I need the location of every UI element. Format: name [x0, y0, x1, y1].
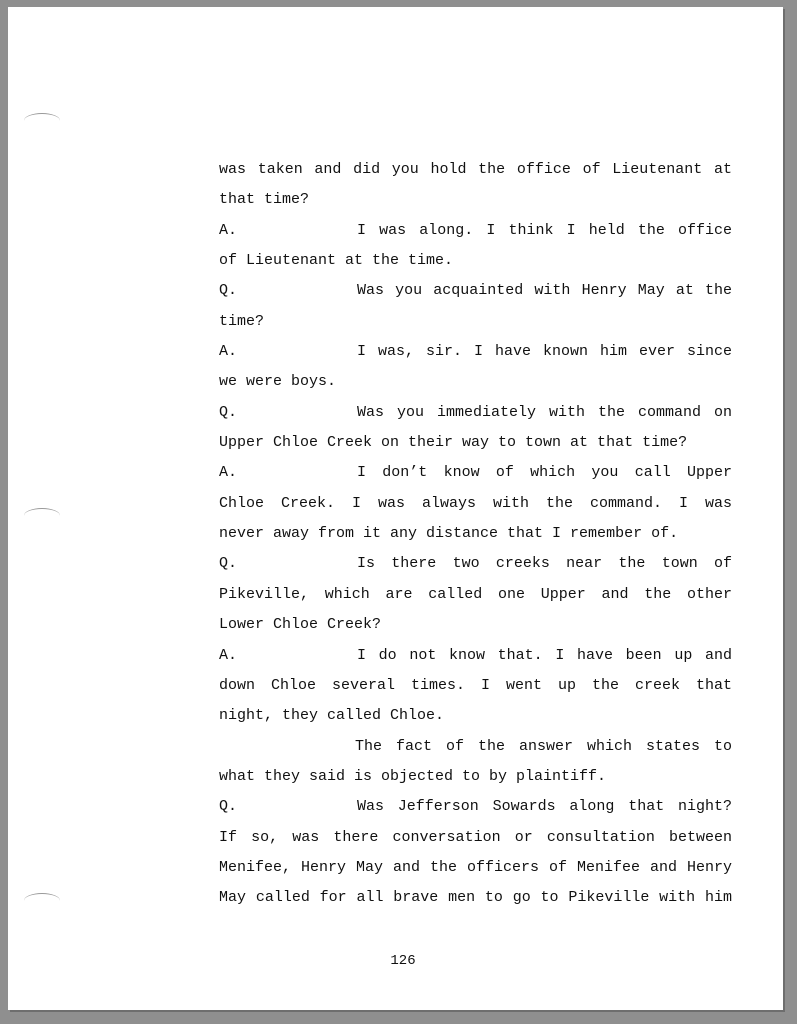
qa-label: A.	[219, 221, 238, 239]
text-line: that time?	[219, 191, 310, 209]
text-line: time?	[219, 312, 265, 330]
text-line: Pikeville, which are called one Upper and the other	[219, 585, 732, 603]
qa-text: Was Jefferson Sowards along that night?	[357, 798, 732, 816]
text-line: what they said is objected to by plaintiff.	[219, 767, 607, 785]
qa-text: Was you acquainted with Henry May at the	[357, 282, 732, 300]
text-line: If so, was there conversation or consultation between	[219, 828, 732, 846]
qa-line	[219, 641, 732, 671]
qa-line	[219, 549, 732, 579]
qa-line	[219, 276, 732, 306]
text-line: Menifee, Henry May and the officers of Menifee and Henry	[219, 858, 732, 876]
indented-line: The fact of the answer which states to	[355, 737, 732, 755]
qa-line	[219, 337, 732, 367]
punch-hole-mark	[24, 508, 60, 523]
qa-text: Was you immediately with the command on	[357, 403, 732, 421]
qa-label: A.	[219, 646, 238, 664]
qa-line	[219, 792, 732, 822]
qa-text: I don’t know of which you call Upper	[357, 464, 732, 482]
qa-text: I was along. I think I held the office	[357, 221, 732, 239]
document-page	[8, 7, 783, 1010]
qa-line	[219, 398, 732, 428]
qa-text: I do not know that. I have been up and	[357, 646, 732, 664]
qa-label: Q.	[219, 403, 238, 421]
qa-label: Q.	[219, 555, 238, 573]
qa-label: Q.	[219, 282, 238, 300]
qa-label: A.	[219, 343, 238, 361]
text-line: we were boys.	[219, 373, 337, 391]
punch-hole-mark	[24, 113, 60, 128]
text-line: down Chloe several times. I went up the creek that	[219, 676, 732, 694]
text-line: Lower Chloe Creek?	[219, 616, 382, 634]
text-line: Chloe Creek. I was always with the command. I was	[219, 494, 732, 512]
qa-text: I was, sir. I have known him ever since	[357, 343, 732, 361]
punch-hole-mark	[24, 893, 60, 908]
qa-label: Q.	[219, 798, 238, 816]
text-line: of Lieutenant at the time.	[219, 252, 454, 270]
text-line: night, they called Chloe.	[219, 707, 445, 725]
transcript-body	[219, 155, 732, 914]
text-line: May called for all brave men to go to Pikeville with him	[219, 889, 732, 907]
qa-text: Is there two creeks near the town of	[357, 555, 732, 573]
text-line: Upper Chloe Creek on their way to town at that time?	[219, 434, 688, 452]
text-line: was taken and did you hold the office of Lieutenant at	[219, 161, 732, 178]
page-number: 126	[390, 953, 416, 969]
qa-line	[219, 216, 732, 246]
qa-label: A.	[219, 464, 238, 482]
text-line: never away from it any distance that I remember of.	[219, 525, 679, 543]
qa-line	[219, 458, 732, 488]
